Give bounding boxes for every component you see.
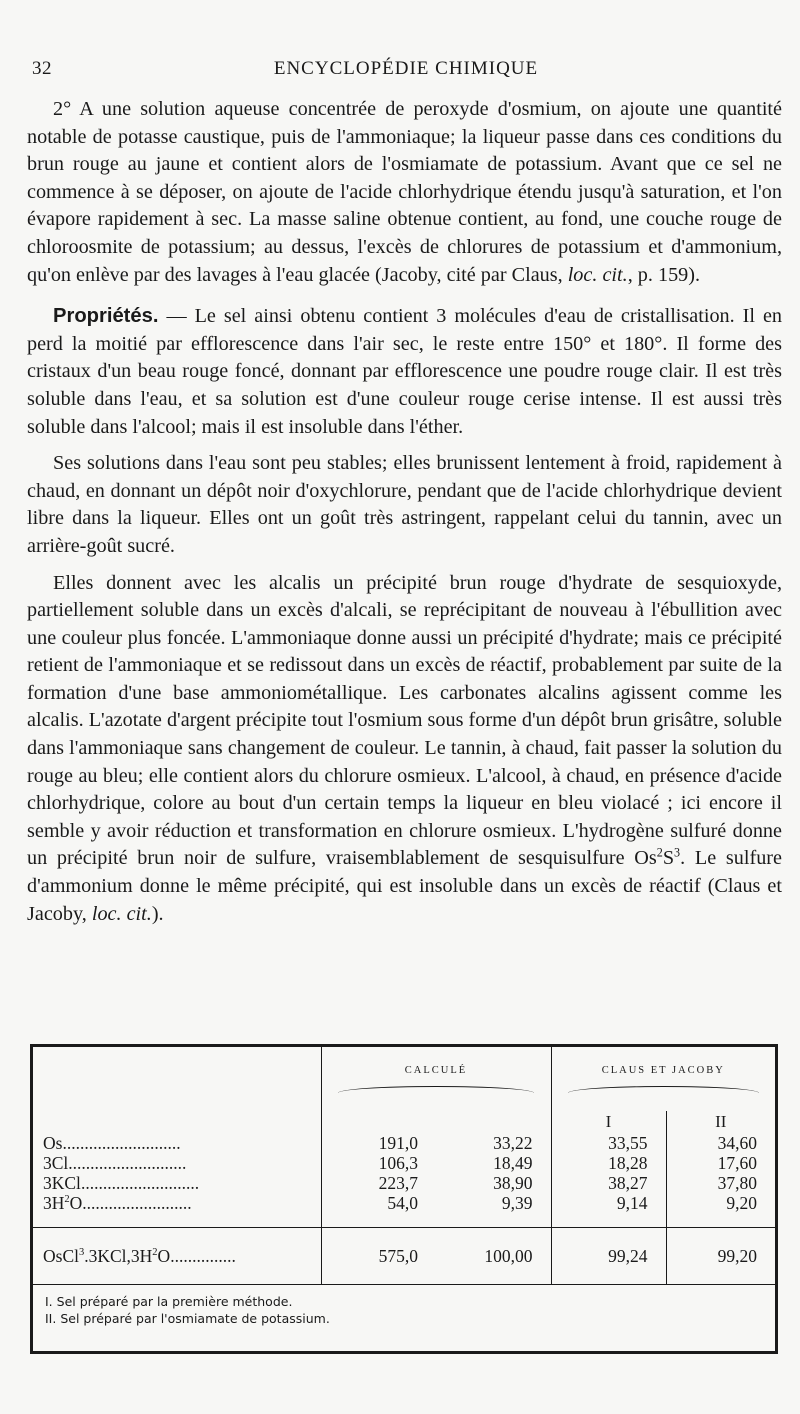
- paragraph-preparation: 2° A une solution aqueuse concentrée de peroxyde d'osmium, on ajoute une quantité notable de potasse caustique, puis de l'ammoniaque; la liqueur passe dans ces conditions du brun rouge au jaune et contient alors de l'osmiamate de potassium. Avant que ce sel ne commence à se déposer, on ajoute de l'acide chlorhydrique étendu jusqu'à saturation, et l'on évapore rapidement à sec. La masse saline obtenue contient, au fond, une couche rouge de chloroosmite de potassium; au dessus, l'excès de chlorures de potassium et d'ammonium, qu'on enlève par des lavages à l'eau glacée (Jacoby, cité par Claus, loc. cit., p. 159).: [27, 98, 782, 286]
- table-group-header: [33, 1047, 775, 1111]
- table-total-row: $OsCl^3.3KCl,3H^2O$............... 575,0 100,00 99,24 99,20: [33, 1228, 775, 1285]
- note-II: II. Sel préparé par l'osmiamate de potassium.: [45, 1311, 330, 1326]
- header-claus-jacoby: CLAUS ET JACOBY: [551, 1047, 775, 1111]
- table-row: Os........................... 191,0 33,22 33,55 34,60: [33, 1133, 775, 1153]
- properties-heading: Propriétés.: [53, 305, 159, 328]
- note-I: I. Sel préparé par la première méthode.: [45, 1294, 293, 1309]
- paragraph-solutions: Ses solutions dans l'eau sont peu stables; elles brunissent lentement à froid, rapidement à chaud, en donnant un dépôt noir d'oxychlorure, pendant que de l'acide chlorhydrique devient libre dans la liqueur. Elles ont un goût très astringent, rappelant celui du tannin, avec un arrière-goût sucré.: [27, 452, 782, 557]
- page-header: [32, 58, 780, 88]
- header-II: II: [666, 1111, 775, 1133]
- page-number: 32: [32, 58, 52, 79]
- header-calcule: CALCULÉ: [321, 1047, 551, 1111]
- analysis-table: [30, 1044, 778, 1354]
- paragraph-reactions: Elles donnent avec les alcalis un précipité brun rouge d'hydrate de sesquioxyde, partiellement soluble dans un excès d'alcali, se reprécipitant de nouveau à l'ébullition avec une couleur plus foncée. L'ammoniaque donne aussi un précipité d'hydrate; mais ce précipité retient de l'ammoniaque et se redissout dans un excès de réactif, probablement par suite de la formation d'une base ammoniométallique. Les carbonates alcalins agissent comme les alcalis. L'azotate d'argent précipite tout l'osmium sous forme d'un dépôt brun grisâtre, soluble dans l'ammoniaque sans changement de couleur. Le tannin, à chaud, fait passer la solution du rouge au bleu; elle contient alors du chlorure osmieux. L'alcool, à chaud, en présence d'acide chlorhydrique, colore au bout d'un certain temps la liqueur en bleu violacé ; ici encore il semble y avoir réduction et transformation en chlorure osmieux. L'hydrogène sulfuré donne un précipité brun noir de sulfure, vraisemblablement de sesquisulfure $Os^2S^3$. Le sulfure d'ammonium donne le même précipité, qui est insoluble dans un excès de réactif (Claus et Jacoby, loc. cit.).: [27, 571, 782, 925]
- table-notes: [33, 1285, 775, 1336]
- running-title: ENCYCLOPÉDIE CHIMIQUE: [273, 58, 539, 79]
- table-row: 3KCl........................... 223,7 38,90 38,27 37,80: [33, 1173, 775, 1193]
- body-text: [27, 96, 782, 928]
- header-I: I: [551, 1111, 666, 1133]
- table-row: 3Cl........................... 106,3 18,49 18,28 17,60: [33, 1153, 775, 1173]
- table-sub-header: [33, 1111, 775, 1133]
- table-row: $3H^2O$......................... 54,0 9,39 9,14 9,20: [33, 1193, 775, 1213]
- paragraph-properties: Propriétés. — Le sel ainsi obtenu contient 3 molécules d'eau de cristallisation. Il en perd la moitié par efflorescence dans l'air sec, le reste entre 150° et 180°. Il forme des cristaux d'un beau rouge foncé, donnant par efflorescence une poudre rouge clair. Il est très soluble dans l'eau, et sa solution est d'une couleur rouge cerise intense. Il est aussi très soluble dans l'alcool; mais il est insoluble dans l'éther.: [27, 305, 782, 438]
